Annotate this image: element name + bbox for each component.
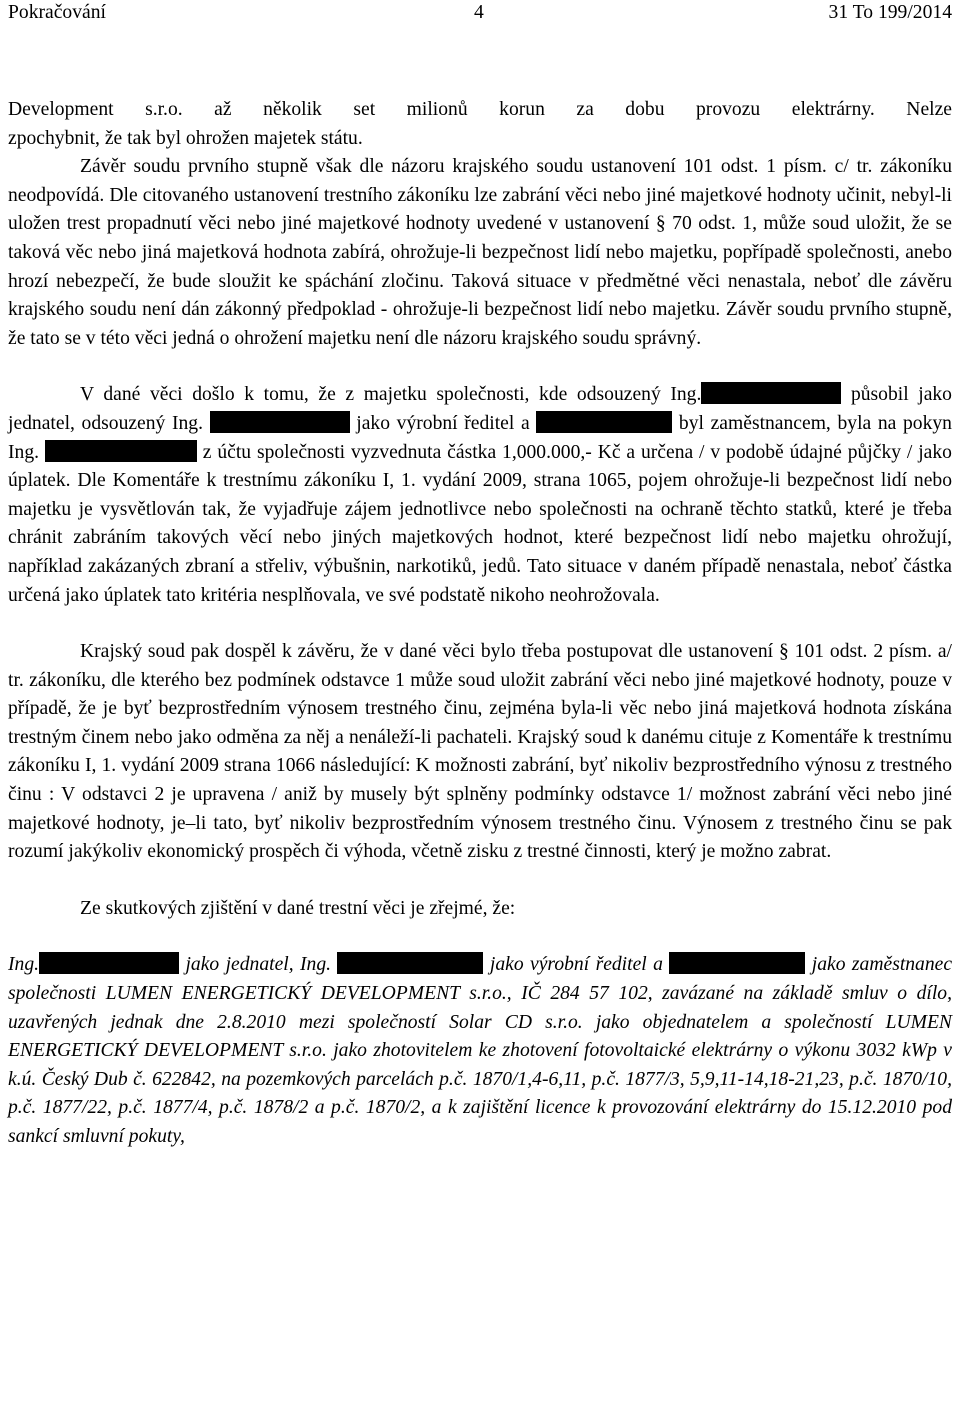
paragraph-1 [8, 96, 952, 153]
paragraph-6-text-c: jako výrobní ředitel a [489, 954, 663, 976]
paragraph-3-text-a: V dané věci došlo k tomu, že z majetku společnosti, kde odsouzený Ing. [80, 384, 702, 406]
header-case-number: 31 To 199/2014 [828, 2, 952, 23]
redaction-block [701, 382, 841, 404]
paragraph-1-line-2: zpochybnit, že tak byl ohrožen majetek státu. [8, 127, 363, 149]
document-body [8, 96, 952, 1152]
header-page-number: 4 [474, 2, 484, 23]
redaction-block [210, 411, 350, 433]
redaction-block [669, 952, 805, 974]
paragraph-3-text-f: z účtu společnosti vyzvednuta částka [202, 441, 497, 463]
paragraph-2: Závěr soudu prvního stupně však dle názoru krajského soudu ustanovení 101 odst. 1 písm. c/ tr. zákoníku neodpovídá. Dle citovaného ustanovení trestního zákoníku lze zabrání věci nebo jiné majetkové hodnoty učinit, nebyl-li uložen trest propadnutí věci nebo jiné majetkové hodnoty uvedené v ustanovení § 70 odst. 1, může soud uložit, že se taková věc nebo jiná majetková hodnota zabírá, ohrožuje-li bezpečnost lidí nebo majetku, popřípadě společnosti, anebo hrozí nebezpečí, že bude sloužit ke spáchání zločinu. Taková situace v předmětné věci nenastala, neboť dle závěru krajského soudu není dán zákonný předpoklad - ohrožuje-li bezpečnost lidí nebo majetku. Závěr soudu prvního stupně, že tato se v této věci jedná o ohrožení majetku není dle názoru krajského soudu správný. [8, 156, 952, 349]
paragraph-5: Ze skutkových zjištění v dané trestní věci je zřejmé, že: [80, 897, 516, 919]
paragraph-6-text-a: Ing. [8, 954, 40, 976]
paragraph-3-text-b: působil jako jednatel, odsouzený Ing. [8, 384, 952, 434]
redaction-block [39, 952, 179, 974]
paragraph-1-line-1: Development s.r.o. až několik set milionů korun za dobu provozu elektrárny. Nelze [8, 99, 952, 120]
paragraph-3 [8, 381, 952, 610]
redaction-block [536, 411, 672, 433]
paragraph-6 [8, 951, 952, 1151]
paragraph-3-text-c: jako výrobní ředitel a [356, 412, 530, 434]
redaction-block [45, 440, 197, 462]
page-header [8, 0, 952, 28]
paragraph-3-text-d: byl [678, 412, 704, 434]
paragraph-6-text-e: zaměstnanec společnosti LUMEN ENERGETICKÝ DEVELOPMENT s.r.o., IČ 284 57 102, zavázané na základě smluv o dílo, uzavřených jednak dne 2.8.2010 mezi společností Solar CD s.r.o. jako objednatelem a společností LUMEN ENERGETICKÝ DEVELOPMENT s.r.o. jako zhotovitelem ke zhotovení fotovoltaické elektrárny o výkonu 3032 kWp v k.ú. Český Dub č. 622842, na pozemkových parcelách p.č. 1870/1,4-6,11, p.č. 1877/3, 5,9,11-14,18-21,23, p.č. 1870/10, p.č. 1877/22, p.č. 1877/4, p.č. 1878/2 a p.č. 1870/2, a k zajištění licence k provozování elektrárny do 15.12.2010 pod sankcí smluvní pokuty, [8, 954, 953, 1147]
redaction-block [337, 952, 483, 974]
paragraph-4: Krajský soud pak dospěl k závěru, že v dané věci bylo třeba postupovat dle ustanovení § 101 odst. 2 písm. a/ tr. zákoníku, dle kterého bez podmínek odstavce 1 může soud uložit zabrání věci nebo jiné majetkové hodnoty, pouze v případě, že je byť bezprostředním výnosem trestného činu, zejména byla-li věc nebo jiná majetková hodnota získána trestným činem nebo jako odměna za něj a nenáleží-li pachateli. Krajský soud k danému cituje z Komentáře k trestnímu zákoníku I, 1. vydání 2009 strana 1066 následující: K možnosti zabrání, byť nikoliv bezprostředního výnosu z trestného činu : V odstavci 2 je upravena / aniž by musely být splněny podmínky odstavce 1/ možnost zabrání věci nebo jiné majetkové hodnoty, je–li tato, byť nikoliv bezprostředním výnosem trestného činu. Výnosem z trestného činu se pak rozumí jakýkoliv ekonomický prospěch či výhoda, včetně zisku z trestné činnosti, který je možno zabrat. [8, 641, 952, 863]
paragraph-3-text-e: zaměstnancem, byla na pokyn Ing. [8, 412, 952, 463]
paragraph-3-text-g: 1,000.000,- Kč a určena / v podobě údajné půjčky / jako úplatek. Dle Komentáře k trestnímu zákoníku I, 1. vydání 2009, strana 1065, pojem ohrožuje-li bezpečnost lidí nebo majetku je vysvětlován tak, že vyjadřuje zájem jednotlivce nebo společnosti na ochraně těchto statků, které je třeba chránit zabráním takových věcí nebo jiných majetkových hodnot, které bezpečnost lidí nebo majetku ohrožují, například zakázaných zbraní a střeliv, výbušnin, narkotiků, jedů. Tato situace v daném případě nenastala, neboť částka určená jako úplatek tato kritéria nesplňovala, ve své podstatě nikoho neohrožovala. [8, 441, 952, 606]
paragraph-6-text-b: jako jednatel, Ing. [185, 954, 332, 976]
header-continuation-label: Pokračování [8, 2, 106, 23]
paragraph-6-text-d: jako [811, 954, 846, 976]
